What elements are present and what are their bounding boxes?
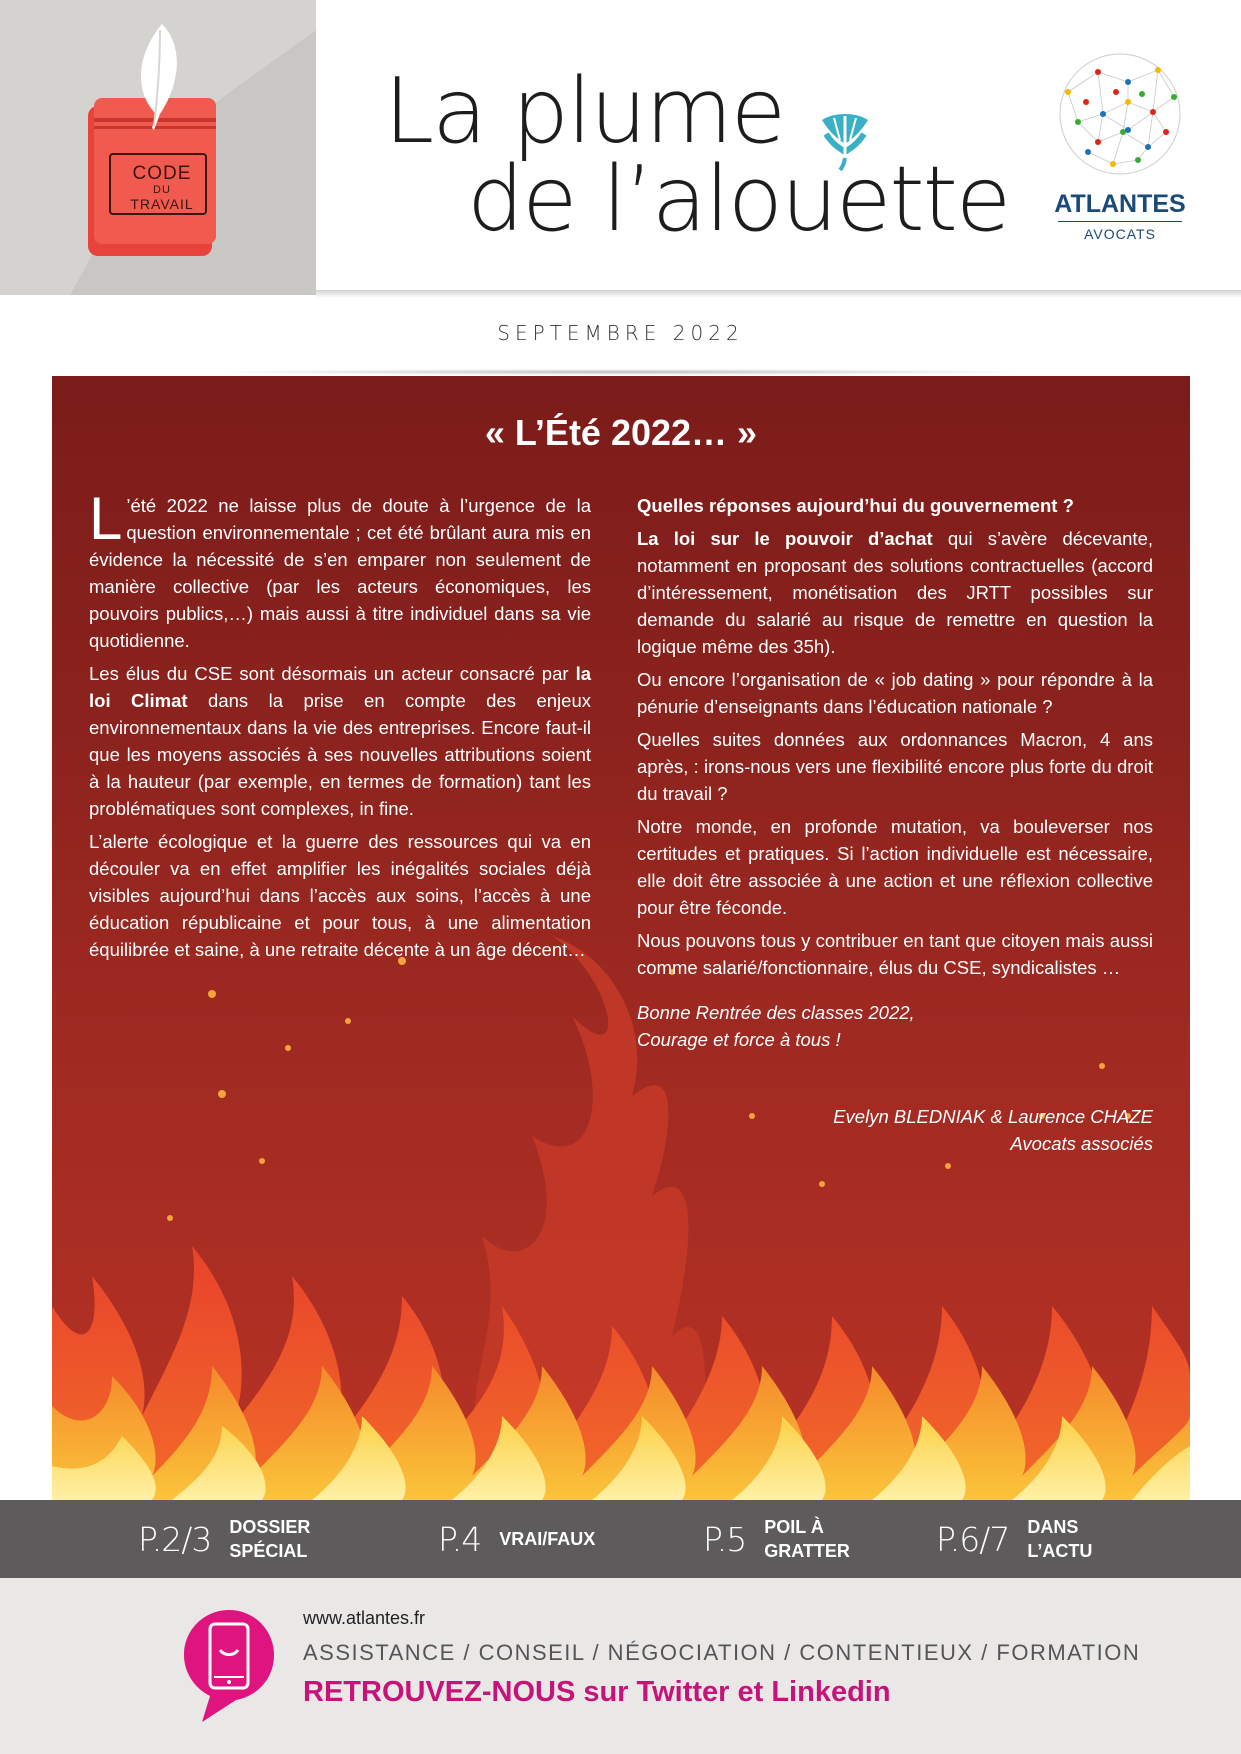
footer — [0, 1578, 1241, 1754]
nav-label-line2: L’ACTU — [1027, 1541, 1093, 1561]
nav-page-number: P.6/7 — [936, 1519, 1010, 1559]
right-paragraph-4: Notre monde, en profonde mutation, va bouleverser nos certitudes et pratiques. Si l’action individuelle est nécessaire, elle doit être associée à une action et une réflexion collective pour être féconde. — [637, 816, 1153, 918]
globe-icon — [1058, 52, 1182, 176]
nav-item-vrai-faux[interactable] — [438, 1500, 595, 1578]
social-cta[interactable]: RETROUVEZ-NOUS sur Twitter et Linkedin — [303, 1676, 891, 1708]
brand-divider — [1058, 221, 1182, 222]
loi-pouvoir-achat-emphasis: La loi sur le pouvoir d’achat — [637, 528, 933, 549]
book-label-line1: CODE — [132, 163, 192, 184]
editorial-left-column — [89, 485, 591, 969]
nav-item-dossier-special[interactable] — [138, 1500, 310, 1578]
title-line1: La plume — [384, 59, 785, 164]
right-heading: Quelles réponses aujourd’hui du gouvernement ? — [637, 495, 1074, 516]
nav-page-number: P.5 — [703, 1519, 747, 1559]
editorial-right-column — [637, 492, 1153, 1157]
nav-page-number: P.4 — [438, 1519, 482, 1559]
services-list: ASSISTANCE / CONSEIL / NÉGOCIATION / CONTENTIEUX / FORMATION — [303, 1640, 1141, 1665]
nav-page-number: P.2/3 — [138, 1519, 212, 1559]
brand-subtitle: AVOCATS — [1084, 226, 1156, 242]
nav-label — [1027, 1515, 1092, 1563]
header-shadow — [316, 290, 1241, 298]
editorial-panel — [52, 376, 1190, 1500]
nav-item-poil-a-gratter[interactable] — [703, 1500, 850, 1578]
closing-line-2: Courage et force à tous ! — [637, 1029, 841, 1050]
nav-label — [764, 1515, 850, 1563]
left-paragraph-1 — [89, 485, 591, 654]
date-divider — [200, 369, 1041, 375]
nav-item-dans-l-actu[interactable] — [936, 1500, 1092, 1578]
title-line2: de l’alouette — [467, 147, 1010, 252]
signature-authors: Evelyn BLEDNIAK & Laurence CHAZE — [833, 1106, 1153, 1127]
left-paragraph-2-text-a: Les élus du CSE sont désormais un acteur consacré par — [89, 663, 576, 684]
loi-climat-emphasis: la loi Climat — [89, 663, 591, 711]
fan-leaf-icon — [818, 110, 872, 172]
signature — [637, 1103, 1153, 1157]
right-paragraph-2: Ou encore l’organisation de « job dating » pour répondre à la pénurie d’enseignants dans l’éducation nationale ? — [637, 669, 1153, 717]
feather-icon — [126, 22, 186, 134]
smartphone-icon — [184, 1610, 274, 1722]
nav-label — [499, 1527, 595, 1551]
header — [0, 0, 1241, 295]
signature-role: Avocats associés — [1010, 1133, 1153, 1154]
issue-date: SEPTEMBRE 2022 — [497, 321, 744, 345]
nav-label — [229, 1515, 310, 1563]
left-paragraph-3: L’alerte écologique et la guerre des ressources qui va en découler va en effet amplifier les inégalités sociales déjà visibles aujourd’hui dans l’accès aux soins, l’accès à une éducation républicaine et pour tous, à une alimentation équilibrée et saine, à une retraite décente à un âge décent… — [89, 831, 591, 960]
nav-label-line1: DANS — [1027, 1517, 1079, 1537]
website-link[interactable]: www.atlantes.fr — [303, 1608, 426, 1628]
nav-label-line1: POIL À — [764, 1517, 824, 1537]
nav-label-line2: GRATTER — [764, 1541, 850, 1561]
brand-name: ATLANTES — [1054, 190, 1186, 218]
drop-cap: L — [89, 485, 123, 552]
closing-line-1: Bonne Rentrée des classes 2022, — [637, 1002, 915, 1023]
closing-wishes — [637, 999, 1153, 1053]
nav-label-line2: SPÉCIAL — [229, 1541, 308, 1561]
book-label — [100, 164, 224, 212]
book-label-line2: DU — [153, 183, 171, 196]
right-paragraph-1-text: qui s’avère décevante, notamment en proposant des solutions contractuelles (accord d’intéressement, monétisation des JRTT possibles sur demande du salarié au risque de remettre en question la logique même des 35h). — [637, 528, 1153, 657]
editorial-title: « L’Été 2022… » — [484, 412, 758, 453]
page-navigation — [0, 1500, 1241, 1578]
left-paragraph-2 — [89, 660, 591, 822]
nav-label-line1: VRAI/FAUX — [499, 1529, 596, 1549]
nav-label-line1: DOSSIER — [229, 1517, 311, 1537]
right-paragraph-5: Nous pouvons tous y contribuer en tant que citoyen mais aussi comme salarié/fonctionnaire, élus du CSE, syndicalistes … — [637, 930, 1153, 978]
newsletter-title — [384, 59, 1010, 252]
left-paragraph-1-text: ’été 2022 ne laisse plus de doute à l’urgence de la question environnementale ; cet été brûlant aura mis en évidence la nécessité de s’en emparer non seulement de manière collective (par les acteurs économiques, les pouvoirs publics,…) mais aussi à titre individuel dans sa vie quotidienne. — [89, 495, 591, 651]
right-paragraph-3: Quelles suites données aux ordonnances Macron, 4 ans après, : irons-nous vers une flexibilité encore plus forte du droit du travail ? — [637, 729, 1153, 804]
right-paragraph-1 — [637, 525, 1153, 660]
newsletter-logo — [0, 0, 316, 295]
book-label-line3: TRAVAIL — [130, 196, 194, 213]
left-paragraph-2-text-b: dans la prise en compte des enjeux environnementaux dans la vie des entreprises. Encore faut-il que les moyens associés à ses nouvelles attributions soient à la hauteur (par exemple, en termes de formation) tant les problématiques sont complexes, in fine. — [89, 690, 591, 819]
